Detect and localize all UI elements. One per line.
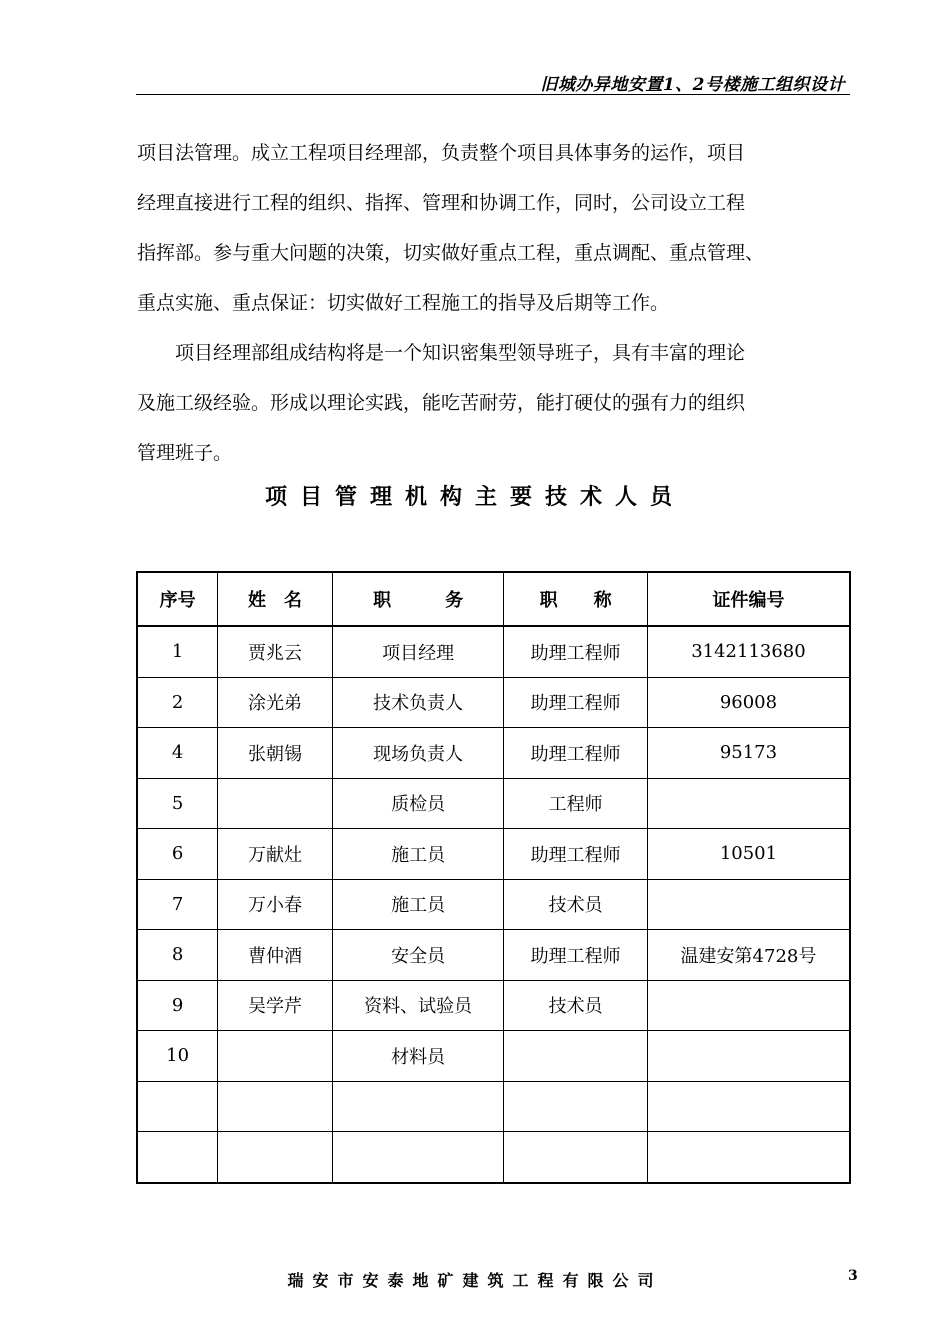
cell-position: 施工员 <box>332 879 504 930</box>
table-row <box>137 626 850 677</box>
cell-title: 助理工程师 <box>504 677 648 728</box>
cell-title: 工程师 <box>504 778 648 829</box>
paragraph-line: 指挥部。参与重大问题的决策，切实做好重点工程，重点调配、重点管理、 <box>137 242 765 264</box>
paragraph-line: 及施工级经验。形成以理论实践，能吃苦耐劳，能打硬仗的强有力的组织 <box>137 392 746 414</box>
cell-title: 助理工程师 <box>504 930 648 981</box>
cell-certificate: 96008 <box>647 677 850 728</box>
header-cell-index: 序号 <box>137 572 218 626</box>
cell-certificate <box>647 980 850 1031</box>
page-number: 3 <box>848 1268 858 1284</box>
paragraph-2 <box>137 328 877 478</box>
cell-name: 张朝锡 <box>218 728 333 779</box>
cell-name <box>218 1081 333 1132</box>
cell-index <box>137 1081 218 1132</box>
cell-title: 助理工程师 <box>504 829 648 880</box>
table-row <box>137 879 850 930</box>
cell-index: 4 <box>137 728 218 779</box>
cell-index: 7 <box>137 879 218 930</box>
cell-name: 涂光弟 <box>218 677 333 728</box>
cell-position <box>332 1132 504 1183</box>
cell-title: 助理工程师 <box>504 728 648 779</box>
paragraph-line: 重点实施、重点保证：切实做好工程施工的指导及后期等工作。 <box>137 292 670 314</box>
table-row <box>137 778 850 829</box>
footer-company-name: 瑞安市安泰地矿建筑工程有限公司 <box>287 1271 663 1290</box>
header-cell-name: 姓 名 <box>218 572 333 626</box>
cell-certificate <box>647 1031 850 1082</box>
body-text <box>137 128 877 478</box>
table-row <box>137 728 850 779</box>
cell-position: 资料、试验员 <box>332 980 504 1031</box>
document-header-title: 旧城办异地安置1、2号楼施工组织设计 <box>540 75 845 95</box>
paragraph-line: 管理班子。 <box>137 442 233 464</box>
cell-name <box>218 778 333 829</box>
cell-index: 6 <box>137 829 218 880</box>
table-header-row <box>137 572 850 626</box>
header-cell-certificate: 证件编号 <box>647 572 850 626</box>
header-divider <box>136 94 850 95</box>
cell-name: 贾兆云 <box>218 626 333 677</box>
cell-index: 1 <box>137 626 218 677</box>
cell-certificate <box>647 1081 850 1132</box>
cell-name: 万献灶 <box>218 829 333 880</box>
paragraph-line: 项目法管理。成立工程项目经理部，负责整个项目具体事务的运作，项目 <box>137 142 746 164</box>
table-row <box>137 930 850 981</box>
cell-certificate: 温建安第4728号 <box>647 930 850 981</box>
cell-position: 材料员 <box>332 1031 504 1082</box>
cell-position: 安全员 <box>332 930 504 981</box>
cell-title: 助理工程师 <box>504 626 648 677</box>
cell-title <box>504 1081 648 1132</box>
cell-name: 吴学芹 <box>218 980 333 1031</box>
cell-title <box>504 1132 648 1183</box>
cell-position: 质检员 <box>332 778 504 829</box>
cell-name <box>218 1132 333 1183</box>
cell-position: 现场负责人 <box>332 728 504 779</box>
header-cell-title: 职 称 <box>504 572 648 626</box>
cell-index: 2 <box>137 677 218 728</box>
cell-position: 施工员 <box>332 829 504 880</box>
cell-index: 8 <box>137 930 218 981</box>
cell-certificate <box>647 1132 850 1183</box>
table-row <box>137 677 850 728</box>
header-cell-position: 职 务 <box>332 572 504 626</box>
table-row <box>137 1132 850 1183</box>
table-row <box>137 1081 850 1132</box>
table-row <box>137 829 850 880</box>
cell-position <box>332 1081 504 1132</box>
paragraph-line: 经理直接进行工程的组织、指挥、管理和协调工作，同时，公司设立工程 <box>137 192 746 214</box>
cell-title: 技术员 <box>504 980 648 1031</box>
cell-index <box>137 1132 218 1183</box>
cell-position: 技术负责人 <box>332 677 504 728</box>
cell-title <box>504 1031 648 1082</box>
cell-certificate <box>647 778 850 829</box>
cell-certificate: 10501 <box>647 829 850 880</box>
table-body <box>137 626 850 1183</box>
cell-name: 曹仲酒 <box>218 930 333 981</box>
paragraph-1 <box>137 128 877 328</box>
cell-index: 5 <box>137 778 218 829</box>
cell-index: 10 <box>137 1031 218 1082</box>
cell-certificate: 3142113680 <box>647 626 850 677</box>
table-row <box>137 980 850 1031</box>
cell-certificate: 95173 <box>647 728 850 779</box>
section-title: 项目管理机构主要技术人员 <box>264 484 685 510</box>
cell-certificate <box>647 879 850 930</box>
table-row <box>137 1031 850 1082</box>
cell-title: 技术员 <box>504 879 648 930</box>
paragraph-line: 项目经理部组成结构将是一个知识密集型领导班子，具有丰富的理论 <box>137 342 746 364</box>
cell-index: 9 <box>137 980 218 1031</box>
cell-name <box>218 1031 333 1082</box>
cell-name: 万小春 <box>218 879 333 930</box>
staff-table <box>136 571 851 1184</box>
cell-position: 项目经理 <box>332 626 504 677</box>
